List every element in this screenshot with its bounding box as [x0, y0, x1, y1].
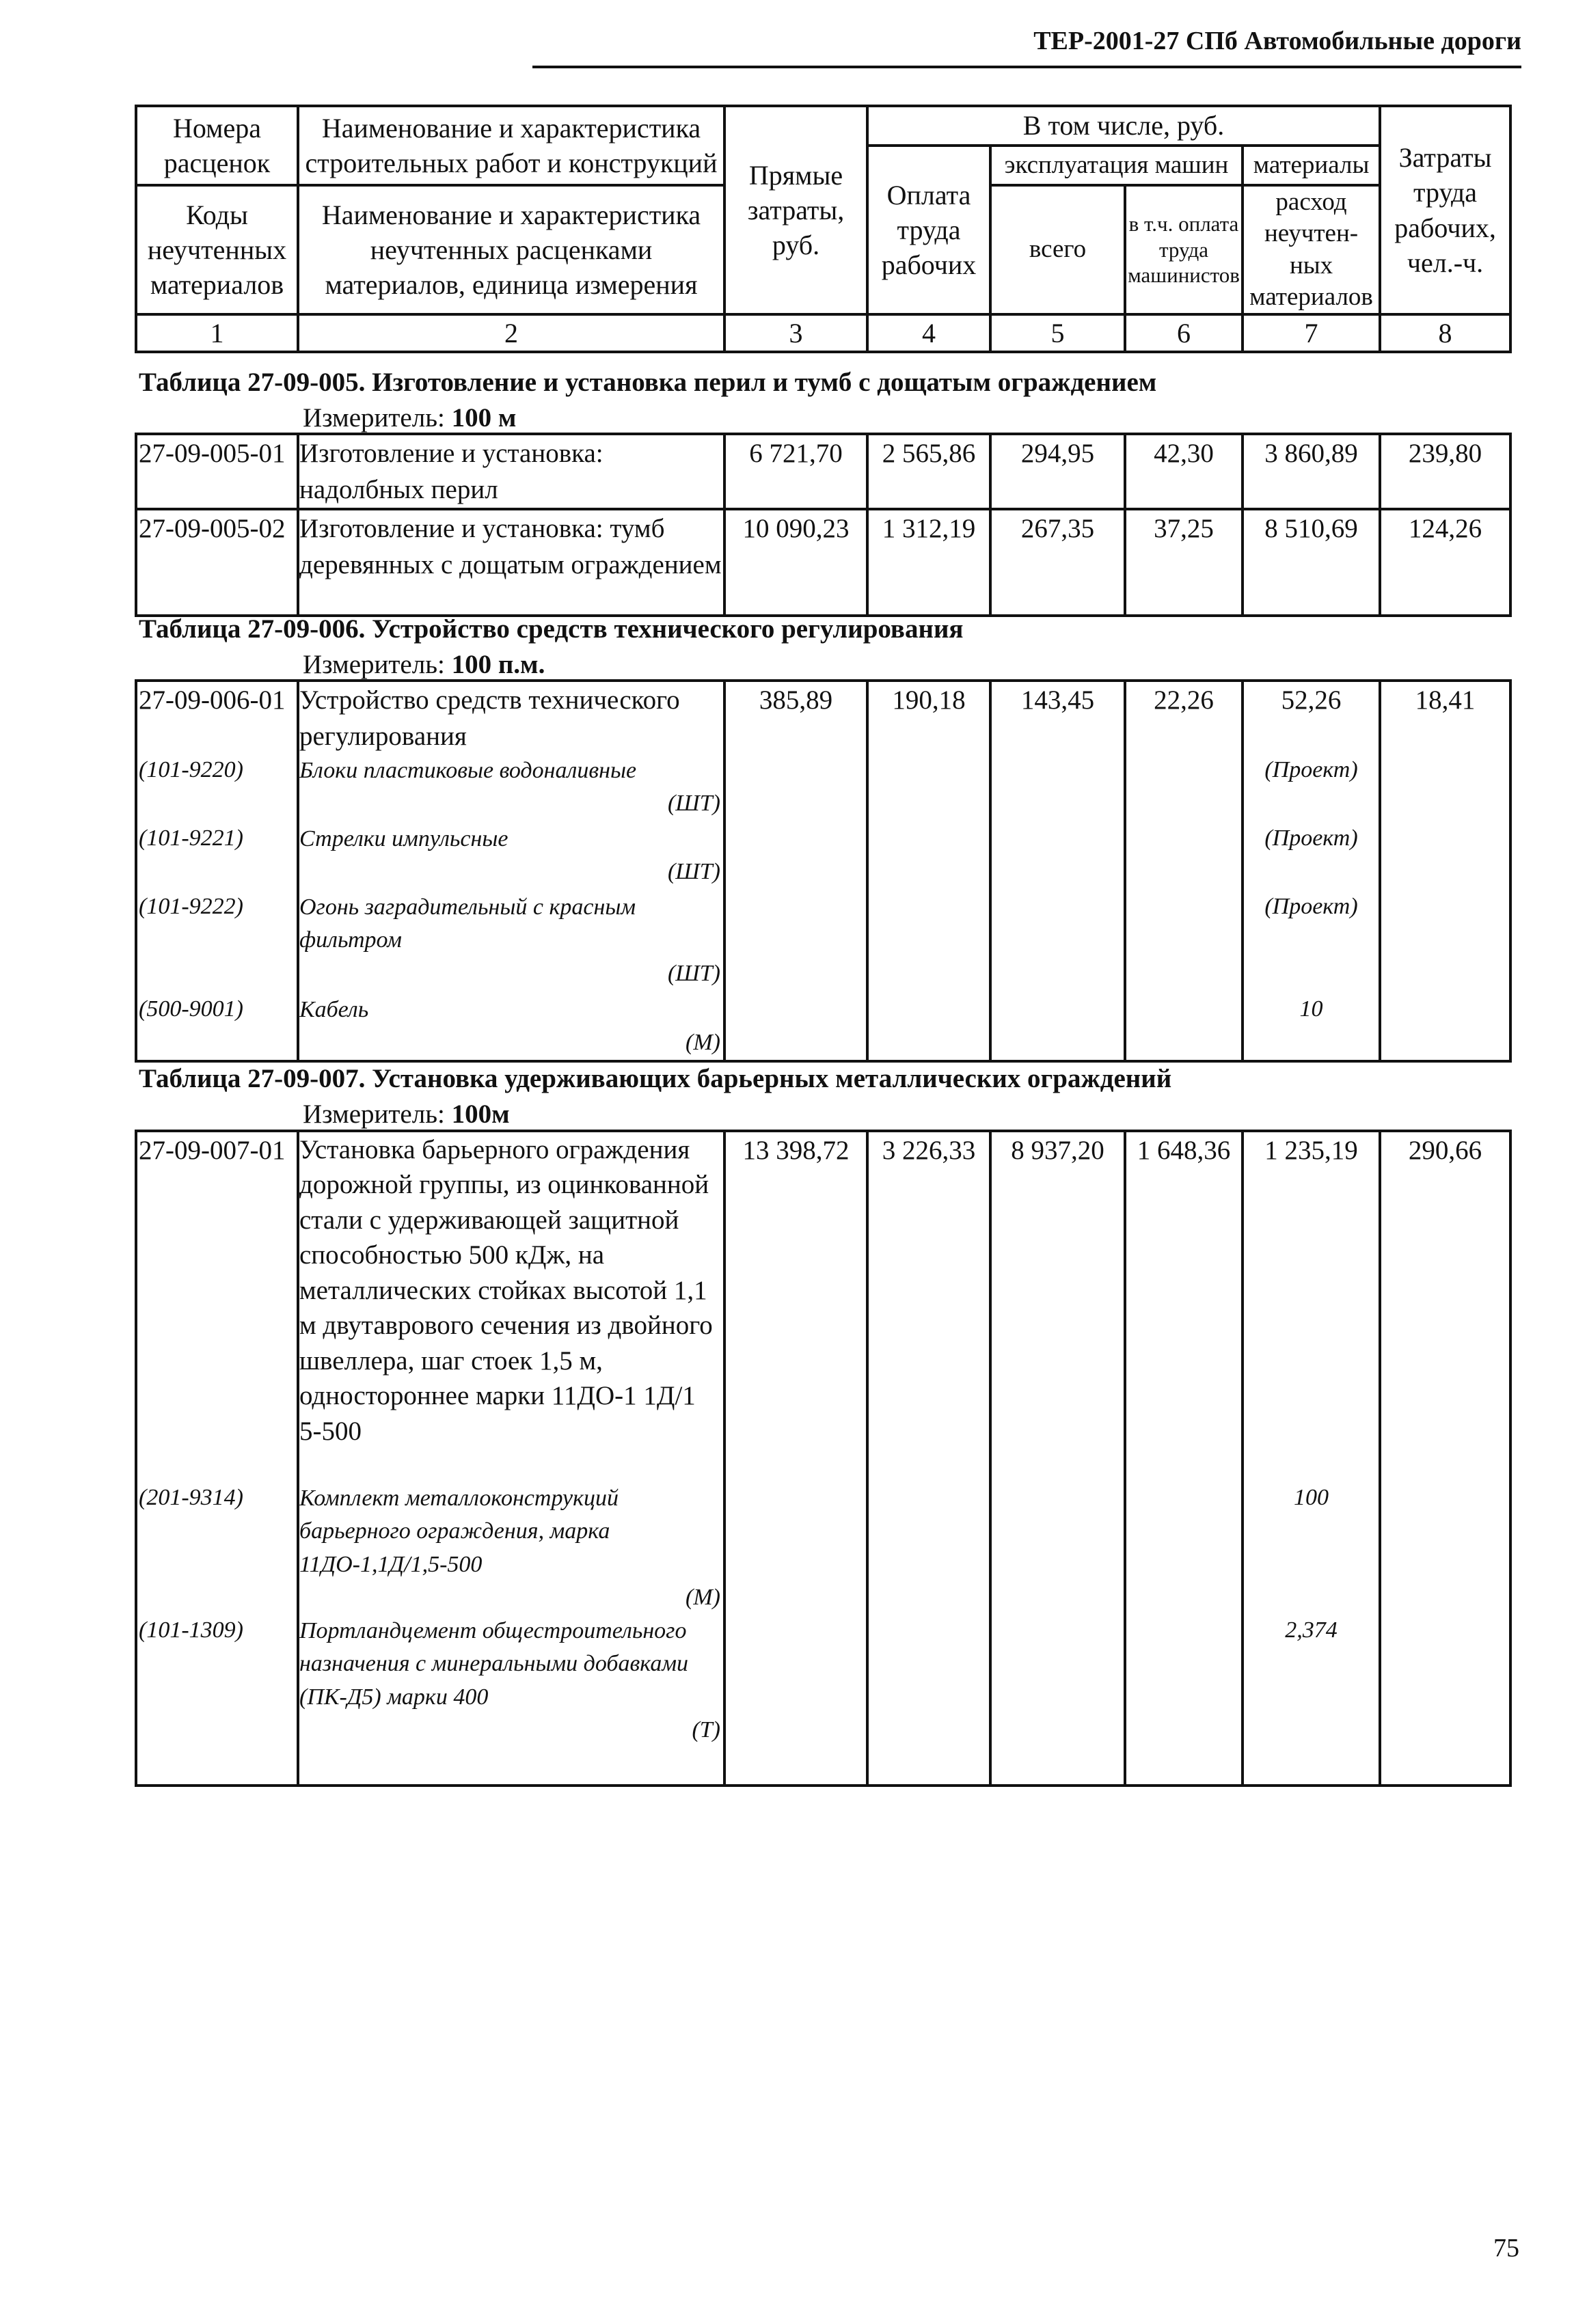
material-unit: (Т): [692, 1717, 720, 1742]
col-num-4: 4: [867, 314, 990, 352]
material-consumption: (Проект): [1243, 891, 1380, 994]
col-codes-top: Номера расценок: [136, 106, 298, 185]
col-direct-costs: Прямые затраты, руб.: [724, 106, 867, 314]
material-unit: (М): [686, 1584, 720, 1610]
machinist-wages: 37,25: [1125, 509, 1243, 616]
col-machinist-wages: в т.ч. оплата труда машинистов: [1125, 185, 1243, 314]
col-num-8: 8: [1380, 314, 1510, 352]
table-006: [135, 679, 1509, 1063]
material-consumption: 10: [1243, 994, 1380, 1061]
rate-name: Изготовление и установка: надолбных перил: [298, 434, 724, 509]
table-row: [136, 509, 1510, 616]
labor-hours: 18,41: [1380, 681, 1510, 1061]
col-wages: Оплата труда рабочих: [867, 146, 990, 314]
machines-total: 8 937,20: [990, 1131, 1125, 1786]
table-007-title: Таблица 27-09-007. Установка удерживающих барьерных металлических ограждений: [139, 1064, 1172, 1093]
material-unit: (М): [686, 1030, 720, 1056]
machines-total: 143,45: [990, 681, 1125, 1061]
material-consumption: 2,374: [1243, 1615, 1380, 1786]
machines-total: 267,35: [990, 509, 1125, 616]
material-unit: (ШТ): [667, 859, 720, 885]
rate-code: 27-09-005-01: [136, 434, 298, 509]
col-group-including: В том числе, руб.: [867, 106, 1380, 146]
rate-name: Устройство средств технического регулирования: [298, 681, 724, 754]
direct-costs: 10 090,23: [724, 509, 867, 616]
materials: 3 860,89: [1243, 434, 1380, 509]
table-006-measure: [303, 649, 545, 680]
direct-costs: 13 398,72: [724, 1131, 867, 1786]
machinist-wages: 42,30: [1125, 434, 1243, 509]
rate-code: 27-09-006-01: [136, 681, 298, 754]
col-materials: материалы: [1243, 146, 1380, 185]
table-006-title: Таблица 27-09-006. Устройство средств технического регулирования: [139, 614, 964, 644]
col-num-7: 7: [1243, 314, 1380, 352]
labor-hours: 239,80: [1380, 434, 1510, 509]
direct-costs: 6 721,70: [724, 434, 867, 509]
col-labor: Затраты труда рабочих, чел.-ч.: [1380, 106, 1510, 314]
material-name-cell: [298, 891, 724, 994]
col-num-1: 1: [136, 314, 298, 352]
table-005-title: Таблица 27-09-005. Изготовление и установка перил и тумб с дощатым ограждением: [139, 368, 1157, 397]
col-num-3: 3: [724, 314, 867, 352]
machinist-wages: 1 648,36: [1125, 1131, 1243, 1786]
direct-costs: 385,89: [724, 681, 867, 1061]
rate-name: Изготовление и установка: тумб деревянных с дощатым ограждением: [298, 509, 724, 616]
col-num-2: 2: [298, 314, 724, 352]
labor-hours: 124,26: [1380, 509, 1510, 616]
measure-value: 100 п.м.: [451, 650, 545, 679]
table-007: [135, 1130, 1509, 1787]
col-machines-total: всего: [990, 185, 1125, 314]
table-005-measure: [303, 402, 516, 433]
col-unaccounted-materials: расход неучтен-ных материалов: [1243, 185, 1380, 314]
material-name: Огонь заградительный с красным фильтром: [299, 894, 636, 953]
page-number: 75: [1493, 2234, 1519, 2263]
rate-name: Установка барьерного ограждения дорожной группы, из оцинкованной стали с удерживающей защитной способностью 500 кДж, на металлических стойках высотой 1,1 м двутаврового сечения из двойного швеллера, шаг стоек 1,5 м, одностороннее марки 11ДО-1 1Д/1 5-500: [298, 1131, 724, 1482]
measure-label: Измеритель:: [303, 1099, 445, 1129]
materials: 52,26: [1243, 681, 1380, 754]
col-machines: эксплуатация машин: [990, 146, 1243, 185]
material-name: Стрелки импульсные: [299, 826, 508, 852]
material-name-cell: [298, 1615, 724, 1786]
table-row: [136, 434, 1510, 509]
column-header-table: [135, 105, 1509, 353]
material-code: (201-9314): [136, 1482, 298, 1615]
material-name-cell: [298, 994, 724, 1061]
material-consumption: 100: [1243, 1482, 1380, 1615]
material-unit: (ШТ): [667, 960, 720, 986]
header-rule: [532, 66, 1521, 68]
col-codes-bottom: Коды неучтенных материалов: [136, 185, 298, 314]
rate-code: 27-09-007-01: [136, 1131, 298, 1482]
material-code: (101-9221): [136, 823, 298, 891]
table-row: [136, 1131, 1510, 1482]
col-name-bottom: Наименование и характеристика неучтенных расценками материалов, единица измерения: [298, 185, 724, 314]
material-name: Комплект металлоконструкций барьерного ограждения, марка 11ДО-1,1Д/1,5-500: [299, 1486, 619, 1577]
table-row: [136, 681, 1510, 754]
material-name-cell: [298, 754, 724, 823]
material-name: Кабель: [299, 997, 369, 1023]
material-name: Блоки пластиковые водоналивные: [299, 758, 637, 784]
material-code: (101-9222): [136, 891, 298, 994]
col-num-6: 6: [1125, 314, 1243, 352]
wages: 190,18: [867, 681, 990, 1061]
measure-label: Измеритель:: [303, 403, 445, 433]
table-007-measure: [303, 1099, 510, 1130]
wages: 2 565,86: [867, 434, 990, 509]
material-code: (500-9001): [136, 994, 298, 1061]
material-code: (101-1309): [136, 1615, 298, 1786]
document-header-title: ТЕР-2001-27 СПб Автомобильные дороги: [1033, 27, 1521, 55]
material-consumption: (Проект): [1243, 754, 1380, 823]
measure-value: 100 м: [451, 403, 517, 433]
materials: 8 510,69: [1243, 509, 1380, 616]
material-name: Портландцемент общестроительного назначения с минеральными добавками (ПК-Д5) марки 400: [299, 1618, 689, 1710]
machines-total: 294,95: [990, 434, 1125, 509]
machinist-wages: 22,26: [1125, 681, 1243, 1061]
material-name-cell: [298, 1482, 724, 1615]
measure-value: 100м: [451, 1099, 510, 1129]
material-consumption: (Проект): [1243, 823, 1380, 891]
material-name-cell: [298, 823, 724, 891]
material-code: (101-9220): [136, 754, 298, 823]
col-num-5: 5: [990, 314, 1125, 352]
measure-label: Измеритель:: [303, 650, 445, 679]
labor-hours: 290,66: [1380, 1131, 1510, 1786]
col-name-top: Наименование и характеристика строительных работ и конструкций: [298, 106, 724, 185]
rate-code: 27-09-005-02: [136, 509, 298, 616]
materials: 1 235,19: [1243, 1131, 1380, 1482]
wages: 3 226,33: [867, 1131, 990, 1786]
wages: 1 312,19: [867, 509, 990, 616]
table-005: [135, 433, 1509, 617]
material-unit: (ШТ): [667, 791, 720, 817]
